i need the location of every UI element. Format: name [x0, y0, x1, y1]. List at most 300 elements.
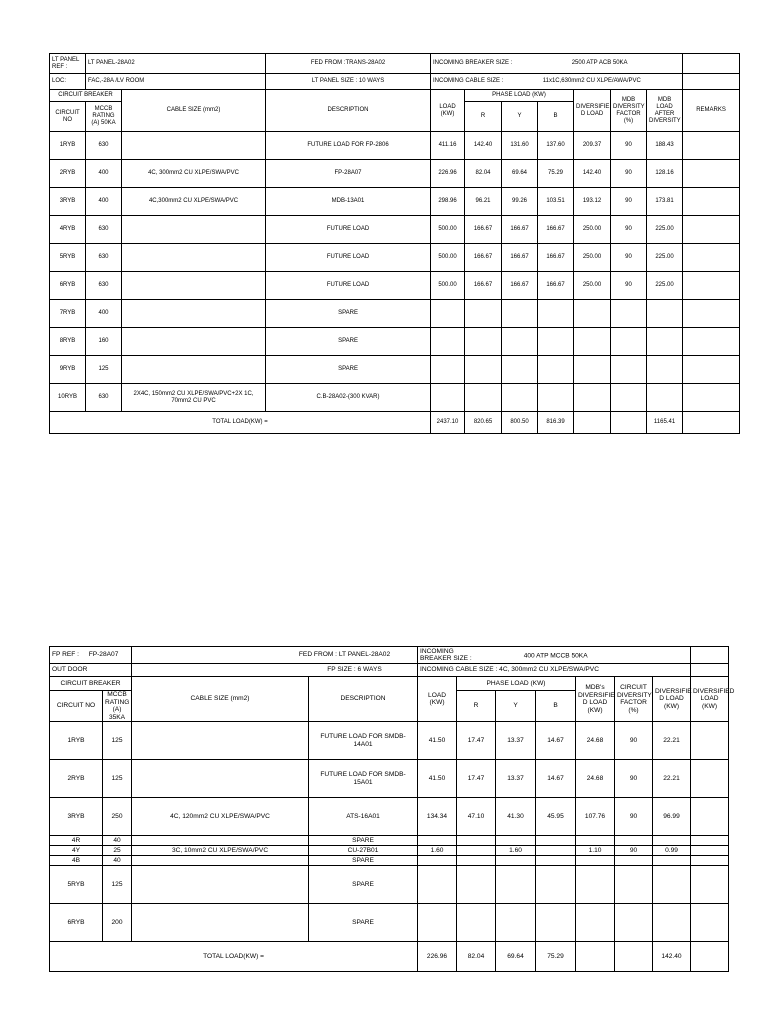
loc-value: FAC,-28A /LV ROOM: [86, 74, 266, 90]
load-kw: [431, 384, 465, 412]
phase-y: 166.67: [502, 272, 538, 300]
mccb-rating: 400: [86, 188, 122, 216]
circuit-no: 4RYB: [50, 216, 86, 244]
phase-r: [457, 904, 496, 942]
phase-y: [502, 356, 538, 384]
lt-panel-schedule-table: [49, 53, 740, 434]
description: ATS-16A01: [309, 798, 418, 836]
circuit-diversity-factor: [615, 856, 653, 866]
circuit-no: 5RYB: [50, 866, 103, 904]
table-row: [50, 160, 740, 188]
load-after-diversity: 225.00: [647, 244, 683, 272]
total-load: 226.96: [418, 942, 457, 972]
mccb-rating: 40: [103, 856, 132, 866]
circuit-no: 9RYB: [50, 356, 86, 384]
mccb-rating: 25: [103, 846, 132, 856]
mccb-rating: 400: [86, 300, 122, 328]
diversified-load-final: [691, 836, 729, 846]
diversified-load: [574, 328, 611, 356]
diversity-factor: [611, 300, 647, 328]
circuit-no: 6RYB: [50, 272, 86, 300]
phase-b: [538, 300, 574, 328]
mccb-rating: 250: [103, 798, 132, 836]
mdb-diversified-load: 107.76: [576, 798, 615, 836]
incoming-cable-label: INCOMING CABLE SIZE :: [433, 78, 504, 84]
fed-from: FED FROM :TRANS-28A02: [266, 54, 431, 74]
diversity-factor: [611, 384, 647, 412]
load-after-diversity: 188.43: [647, 132, 683, 160]
mccb-rating: 630: [86, 272, 122, 300]
description: FUTURE LOAD: [266, 272, 431, 300]
header-empty-cell: [683, 54, 740, 74]
load-kw: 226.96: [431, 160, 465, 188]
phase-y: [496, 904, 536, 942]
load-kw: 411.16: [431, 132, 465, 160]
load-header: LOAD (KW): [418, 677, 457, 722]
description: SPARE: [266, 328, 431, 356]
phase-r: [457, 866, 496, 904]
load-after-diversity: 173.81: [647, 188, 683, 216]
phase-r: 82.04: [465, 160, 502, 188]
phase-b-header: B: [538, 102, 574, 132]
cable-size-header: CABLE SIZE (mm2): [132, 677, 309, 722]
incoming-breaker: [418, 647, 691, 664]
incoming-cable-value: 11x1C,630mm2 CU XLPE/AWA/PVC: [542, 78, 641, 84]
cable-size: 4C, 120mm2 CU XLPE/SWA/PVC: [132, 798, 309, 836]
phase-b: 103.51: [538, 188, 574, 216]
mccb-rating: 630: [86, 384, 122, 412]
mdb-diversified-load: [576, 866, 615, 904]
mccb-rating: 630: [86, 132, 122, 160]
circuit-diversity-factor: [615, 836, 653, 846]
cable-size: [122, 328, 266, 356]
mccb-rating: 40: [103, 836, 132, 846]
cable-size: 3C, 10mm2 CU XLPE/SWA/PVC: [132, 846, 309, 856]
circuit-no: 5RYB: [50, 244, 86, 272]
phase-r: [465, 384, 502, 412]
total-label: TOTAL LOAD(KW) =: [50, 942, 418, 972]
remarks: [683, 160, 740, 188]
diversity-factor: 90: [611, 132, 647, 160]
phase-r: 96.21: [465, 188, 502, 216]
incoming-breaker-value: 2500 ATP ACB 50KA: [571, 60, 628, 66]
diversified-load: 250.00: [574, 272, 611, 300]
incoming-cable-label: INCOMING CABLE SIZE :: [420, 666, 498, 674]
table-row: [50, 846, 729, 856]
load-kw: [418, 836, 457, 846]
circuit-diversity-factor: [615, 904, 653, 942]
diversified-load: 193.12: [574, 188, 611, 216]
cable-size: [122, 300, 266, 328]
phase-b: 166.67: [538, 244, 574, 272]
remarks: [683, 300, 740, 328]
total-diversified-load-final: [691, 942, 729, 972]
diversified-load-final-header: DIVERSIFIED LOAD (KW): [691, 677, 729, 722]
phase-b: [538, 356, 574, 384]
mdb-diversified-load: [576, 904, 615, 942]
cable-size: [132, 904, 309, 942]
phase-b: 166.67: [538, 216, 574, 244]
incoming-breaker: [431, 54, 683, 74]
incoming-cable-value: 4C, 300mm2 CU XLPE/SWA/PVC: [499, 666, 599, 674]
description: SPARE: [309, 856, 418, 866]
phase-r-header: R: [457, 691, 496, 722]
load-kw: [431, 328, 465, 356]
total-row: [50, 942, 729, 972]
diversified-load-final: [691, 856, 729, 866]
diversified-load: 22.21: [653, 760, 691, 798]
total-phase-y: 800.50: [502, 412, 538, 434]
phase-b: 75.29: [538, 160, 574, 188]
incoming-breaker-label: INCOMING BREAKER SIZE :: [420, 647, 472, 662]
phase-b: 137.60: [538, 132, 574, 160]
cable-size: [122, 216, 266, 244]
phase-b: [536, 846, 576, 856]
circuit-no: 1RYB: [50, 722, 103, 760]
phase-r: [465, 328, 502, 356]
header-empty-cell: [683, 74, 740, 90]
cable-size: [122, 272, 266, 300]
phase-y: 1.60: [496, 846, 536, 856]
circuit-diversity-factor: 90: [615, 846, 653, 856]
diversified-load: 22.21: [653, 722, 691, 760]
remarks: [683, 244, 740, 272]
diversified-load: 250.00: [574, 216, 611, 244]
diversified-load: 250.00: [574, 244, 611, 272]
phase-b-header: B: [536, 691, 576, 722]
diversity-factor: 90: [611, 272, 647, 300]
phase-load-header: PHASE LOAD (KW): [465, 90, 574, 102]
phase-r: 17.47: [457, 760, 496, 798]
description: SPARE: [266, 300, 431, 328]
fp-ref-label: FP REF :: [52, 651, 79, 659]
incoming-cable: [418, 664, 691, 677]
description: CU-27B01: [309, 846, 418, 856]
phase-b: 14.67: [536, 760, 576, 798]
remarks: [683, 272, 740, 300]
diversified-load: [653, 904, 691, 942]
mccb-rating: 630: [86, 244, 122, 272]
load-kw: 134.34: [418, 798, 457, 836]
total-phase-r: 820.65: [465, 412, 502, 434]
mccb-rating: 160: [86, 328, 122, 356]
circuit-breaker-header: CIRCUIT BREAKER: [50, 90, 122, 102]
circuit-no: 10RYB: [50, 384, 86, 412]
mdb-diversified-load: [576, 836, 615, 846]
load-kw: [431, 300, 465, 328]
phase-r: [457, 836, 496, 846]
mccb-rating: 125: [103, 722, 132, 760]
diversified-load-header: DIVERSIFIE D LOAD (KW): [653, 677, 691, 722]
table-row: [50, 300, 740, 328]
circuit-no: 4B: [50, 856, 103, 866]
mccb-rating-header: MCCB RATING (A) 50KA: [86, 102, 122, 132]
load-after-diversity: [647, 356, 683, 384]
total-remarks: [683, 412, 740, 434]
mccb-rating: 200: [103, 904, 132, 942]
circuit-no: 4R: [50, 836, 103, 846]
diversified-load-header: DIVERSIFIE D LOAD: [574, 90, 611, 132]
diversity-factor: 90: [611, 188, 647, 216]
total-phase-b: 75.29: [536, 942, 576, 972]
diversified-load: 142.40: [574, 160, 611, 188]
load-kw: [431, 356, 465, 384]
diversified-load: [653, 856, 691, 866]
description-header: DESCRIPTION: [309, 677, 418, 722]
phase-y: 13.37: [496, 760, 536, 798]
phase-y: 166.67: [502, 244, 538, 272]
description: SPARE: [266, 356, 431, 384]
diversified-load: 0.99: [653, 846, 691, 856]
description: FUTURE LOAD: [266, 244, 431, 272]
remarks: [683, 132, 740, 160]
mdb-diversity-factor-header: MDB DIVERSITY FACTOR (%): [611, 90, 647, 132]
remarks: [683, 328, 740, 356]
phase-r: [465, 356, 502, 384]
phase-b: [536, 836, 576, 846]
load-kw: [418, 856, 457, 866]
cable-size: [122, 244, 266, 272]
description-header: DESCRIPTION: [266, 90, 431, 132]
phase-r: 166.67: [465, 244, 502, 272]
total-after-diversity: 1165.41: [647, 412, 683, 434]
circuit-no: 8RYB: [50, 328, 86, 356]
description: FP-28A07: [266, 160, 431, 188]
diversified-load: [653, 866, 691, 904]
phase-r: [457, 846, 496, 856]
phase-y: 41.30: [496, 798, 536, 836]
phase-y: 131.60: [502, 132, 538, 160]
circuit-diversity-factor-header: CIRCUIT DIVERSITY FACTOR (%): [615, 677, 653, 722]
total-phase-y: 69.64: [496, 942, 536, 972]
diversified-load-final: [691, 904, 729, 942]
table-row: [50, 866, 729, 904]
header-empty-cell: [691, 664, 729, 677]
description: MDB-13A01: [266, 188, 431, 216]
table-row: [50, 244, 740, 272]
mccb-rating: 125: [86, 356, 122, 384]
mdb-diversified-load-header: MDB's DIVERSIFIE D LOAD (KW): [576, 677, 615, 722]
table-row: [50, 904, 729, 942]
diversified-load: [653, 836, 691, 846]
table-row: [50, 384, 740, 412]
mccb-rating: 125: [103, 866, 132, 904]
diversified-load: 209.37: [574, 132, 611, 160]
diversity-factor: 90: [611, 216, 647, 244]
description: FUTURE LOAD FOR SMDB-14A01: [309, 722, 418, 760]
circuit-no-header: CIRCUIT NO: [50, 102, 86, 132]
description: C.B-28A02-(300 KVAR): [266, 384, 431, 412]
cable-size: 4C,300mm2 CU XLPE/SWA/PVC: [122, 188, 266, 216]
phase-b: 45.95: [536, 798, 576, 836]
diversified-load-final: [691, 798, 729, 836]
description: SPARE: [309, 836, 418, 846]
total-row: [50, 412, 740, 434]
load-after-diversity: 225.00: [647, 272, 683, 300]
remarks: [683, 188, 740, 216]
phase-b: 166.67: [538, 272, 574, 300]
phase-r-header: R: [465, 102, 502, 132]
mdb-load-after-diversity-header: MDB LOAD AFTER DIVERSITY: [647, 90, 683, 132]
location-value: OUT DOOR: [50, 664, 132, 677]
load-kw: [418, 904, 457, 942]
mccb-rating: 400: [86, 160, 122, 188]
mccb-rating: 630: [86, 216, 122, 244]
description: FUTURE LOAD FOR SMDB-15A01: [309, 760, 418, 798]
cable-size: 4C, 300mm2 CU XLPE/SWA/PVC: [122, 160, 266, 188]
loc-label: LOC:: [50, 74, 86, 90]
phase-r: [457, 856, 496, 866]
load-after-diversity: [647, 328, 683, 356]
phase-y-header: Y: [496, 691, 536, 722]
phase-y: 166.67: [502, 216, 538, 244]
description: SPARE: [309, 866, 418, 904]
incoming-breaker-label: INCOMING BREAKER SIZE :: [433, 60, 513, 66]
load-after-diversity: 128.16: [647, 160, 683, 188]
cable-size: [132, 760, 309, 798]
cable-size: [132, 856, 309, 866]
table-row: [50, 272, 740, 300]
remarks: [683, 384, 740, 412]
table-row: [50, 722, 729, 760]
panel-size: LT PANEL SIZE : 10 WAYS: [266, 74, 431, 90]
circuit-diversity-factor: 90: [615, 798, 653, 836]
circuit-no: 4Y: [50, 846, 103, 856]
total-phase-r: 82.04: [457, 942, 496, 972]
circuit-no: 1RYB: [50, 132, 86, 160]
load-kw: 298.96: [431, 188, 465, 216]
circuit-no: 2RYB: [50, 160, 86, 188]
diversified-load: 96.99: [653, 798, 691, 836]
fp-ref-value: FP-28A07: [88, 651, 119, 659]
load-kw: [418, 866, 457, 904]
load-kw: 500.00: [431, 272, 465, 300]
fp-ref: [50, 647, 132, 664]
mdb-diversified-load: 24.68: [576, 722, 615, 760]
phase-b: [538, 328, 574, 356]
phase-y: [502, 300, 538, 328]
remarks: [683, 216, 740, 244]
cable-size: [132, 866, 309, 904]
circuit-no: 3RYB: [50, 798, 103, 836]
table-row: [50, 760, 729, 798]
circuit-breaker-header: CIRCUIT BREAKER: [50, 677, 132, 691]
table-row: [50, 216, 740, 244]
diversified-load-final: [691, 760, 729, 798]
ref-value: LT PANEL-28A02: [86, 54, 266, 74]
phase-r: [465, 300, 502, 328]
diversified-load: [574, 300, 611, 328]
load-kw: 41.50: [418, 760, 457, 798]
circuit-no: 3RYB: [50, 188, 86, 216]
load-after-diversity: [647, 384, 683, 412]
circuit-no: 7RYB: [50, 300, 86, 328]
cable-size: [122, 356, 266, 384]
mdb-diversified-load: 1.10: [576, 846, 615, 856]
mccb-rating-header: MCCB RATING (A) 35KA: [103, 691, 132, 722]
description: FUTURE LOAD: [266, 216, 431, 244]
cable-size-header: CABLE SIZE (mm2): [122, 90, 266, 132]
description: SPARE: [309, 904, 418, 942]
mccb-rating: 125: [103, 760, 132, 798]
diversity-factor: [611, 356, 647, 384]
phase-b: [536, 904, 576, 942]
total-load: 2437.10: [431, 412, 465, 434]
table-row: [50, 836, 729, 846]
phase-r: 166.67: [465, 272, 502, 300]
circuit-no-header: CIRCUIT NO: [50, 691, 103, 722]
cable-size: [132, 836, 309, 846]
diversified-load: [574, 384, 611, 412]
circuit-no: 2RYB: [50, 760, 103, 798]
description: FUTURE LOAD FOR FP-2806: [266, 132, 431, 160]
incoming-breaker-value: 400 ATP MCCB 50KA: [523, 651, 588, 659]
cable-size: [132, 722, 309, 760]
phase-y-header: Y: [502, 102, 538, 132]
fp-schedule-table: [49, 646, 735, 972]
phase-r: 166.67: [465, 216, 502, 244]
remarks: [683, 356, 740, 384]
phase-y: 13.37: [496, 722, 536, 760]
table-row: [50, 188, 740, 216]
phase-y: [496, 836, 536, 846]
total-diversified-load: [574, 412, 611, 434]
diversified-load: [574, 356, 611, 384]
load-kw: 500.00: [431, 216, 465, 244]
table-row: [50, 856, 729, 866]
ref-label: LT PANEL REF :: [50, 54, 86, 74]
table-row: [50, 132, 740, 160]
diversity-factor: 90: [611, 244, 647, 272]
load-kw: 500.00: [431, 244, 465, 272]
diversity-factor: [611, 328, 647, 356]
circuit-diversity-factor: 90: [615, 722, 653, 760]
phase-r: 17.47: [457, 722, 496, 760]
mdb-diversified-load: 24.68: [576, 760, 615, 798]
circuit-no: 6RYB: [50, 904, 103, 942]
total-circuit-diversity-factor: [615, 942, 653, 972]
phase-y: [496, 856, 536, 866]
diversified-load-final: [691, 846, 729, 856]
phase-r: 142.40: [465, 132, 502, 160]
remarks-header: REMARKS: [683, 90, 740, 132]
header-empty-cell: [691, 647, 729, 664]
phase-b: [536, 866, 576, 904]
load-header: LOAD (KW): [431, 90, 465, 132]
total-phase-b: 816.39: [538, 412, 574, 434]
load-kw: 1.60: [418, 846, 457, 856]
cable-size: 2X4C, 150mm2 CU XLPE/SWA/PVC+2X 1C, 70mm2 CU PVC: [122, 384, 266, 412]
table-row: [50, 328, 740, 356]
table-row: [50, 356, 740, 384]
fp-size: FP SIZE : 6 WAYS: [132, 664, 418, 677]
incoming-cable: [431, 74, 683, 90]
total-diversity-factor: [611, 412, 647, 434]
phase-y: [502, 328, 538, 356]
phase-y: 99.26: [502, 188, 538, 216]
load-kw: 41.50: [418, 722, 457, 760]
fed-from: FED FROM : LT PANEL-28A02: [132, 647, 418, 664]
phase-b: 14.67: [536, 722, 576, 760]
phase-y: [496, 866, 536, 904]
total-mdb-diversified-load: [576, 942, 615, 972]
mdb-diversified-load: [576, 856, 615, 866]
diversified-load-final: [691, 866, 729, 904]
phase-y: [502, 384, 538, 412]
cable-size: [122, 132, 266, 160]
circuit-diversity-factor: [615, 866, 653, 904]
load-after-diversity: 225.00: [647, 216, 683, 244]
